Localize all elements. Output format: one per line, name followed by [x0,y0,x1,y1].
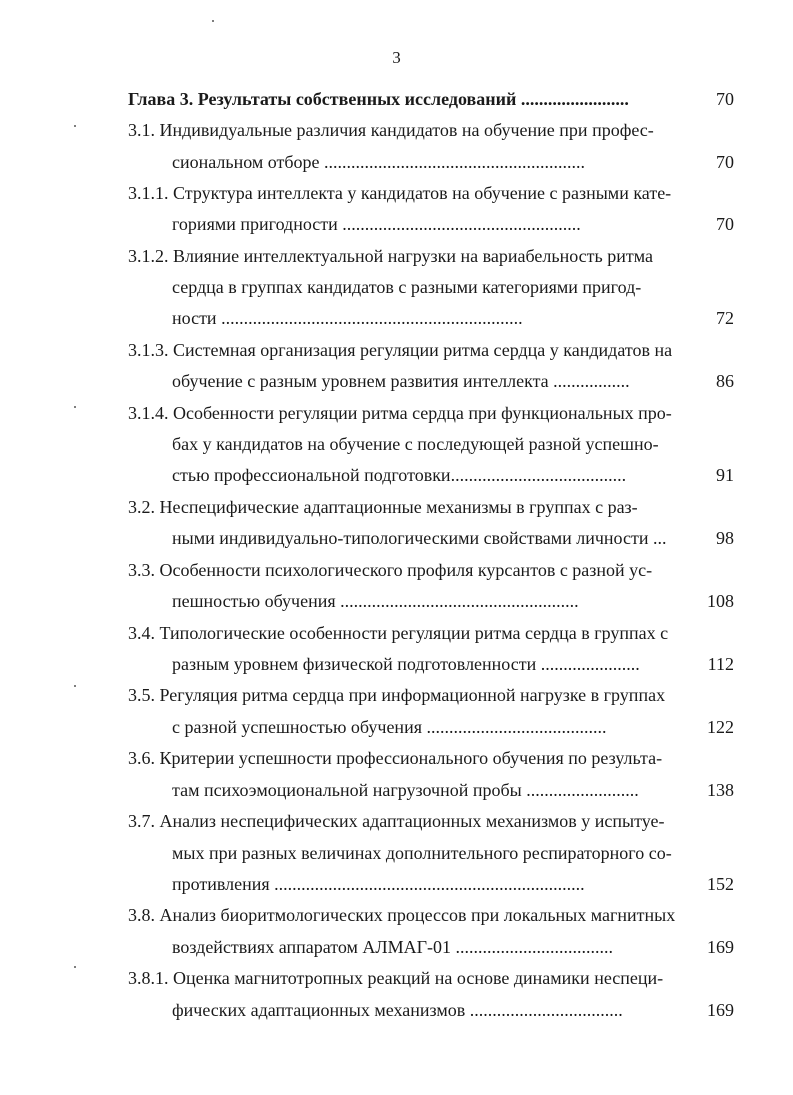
toc-3-1-2-page: 72 [716,308,734,328]
toc-3-1-3-line-1: 3.1.3. Системная организация регуляции ритма сердца у кандидатов на [128,340,673,360]
toc-3-1-3-page: 86 [716,371,734,391]
toc-3-1-4-page: 91 [716,465,734,485]
toc-3-1-2-line-1: 3.1.2. Влияние интеллектуальной нагрузки на вариабельность ритма [128,246,653,266]
page-number: 3 [392,48,401,67]
toc-3-1-page: 70 [716,152,734,172]
toc-3-7-line-2: мых при разных величинах дополнительного респираторного со- [172,843,672,863]
toc-3-6-line-2: там психоэмоциональной нагрузочной пробы ......................... [172,780,639,800]
toc-3-5-line-1: 3.5. Регуляция ритма сердца при информационной нагрузке в группах [128,685,666,705]
toc-3-2-page: 98 [716,528,734,548]
toc-3-8-line-2: воздействиях аппаратом АЛМАГ-01 ................................... [172,937,614,957]
toc-3-8-page: 169 [707,937,734,957]
toc-3-1-1-line-2: гориями пригодности ..................................................... [172,214,581,234]
toc-chapter-3-page: 70 [716,89,734,109]
toc-3-8-1-line-1: 3.8.1. Оценка магнитотропных реакций на основе динамики неспеци- [128,968,664,988]
toc-3-8-line-1: 3.8. Анализ биоритмологических процессов при локальных магнитных [128,905,676,925]
toc-3-1-3-line-2: обучение с разным уровнем развития интеллекта ................. [172,371,630,391]
toc-3-1-2-line-3: ности ................................................................... [172,308,523,328]
toc-3-7-line-3: противления ..................................................................... [172,874,585,894]
toc-3-4-page: 112 [707,654,734,674]
toc-3-8-1-page: 169 [707,1000,734,1020]
scan-speck [212,20,214,22]
toc-3-5-line-2: с разной успешностью обучения ........................................ [172,717,607,737]
scan-speck [74,966,76,968]
toc-3-1-4-line-2: бах у кандидатов на обучение с последующей разной успешно- [172,434,659,454]
toc-3-3-line-1: 3.3. Особенности психологического профиля курсантов с разной ус- [128,560,653,580]
toc-3-2-line-2: ными индивидуально-типологическими свойствами личности ... [172,528,667,548]
toc-3-2-line-1: 3.2. Неспецифические адаптационные механизмы в группах с раз- [128,497,638,517]
toc-3-3-page: 108 [707,591,734,611]
toc-3-8-1-line-2: фических адаптационных механизмов .................................. [172,1000,623,1020]
toc-3-1-1-page: 70 [716,214,734,234]
toc-chapter-3-title: Глава 3. Результаты собственных исследований ........................ [128,89,629,109]
scan-speck [74,125,76,127]
toc-3-4-line-2: разным уровнем физической подготовленности ...................... [172,654,640,674]
toc-3-6-line-1: 3.6. Критерии успешности профессионального обучения по результа- [128,748,663,768]
toc-3-7-page: 152 [707,874,734,894]
scan-speck [74,685,76,687]
toc-3-1-4-line-3: стью профессиональной подготовки....................................... [172,465,627,485]
toc-3-1-2-line-2: сердца в группах кандидатов с разными категориями пригод- [172,277,642,297]
toc-3-1-line-2: сиональном отборе .......................................................... [172,152,586,172]
toc-3-1-line-1: 3.1. Индивидуальные различия кандидатов на обучение при профес- [128,120,654,140]
toc-3-5-page: 122 [707,717,734,737]
toc-3-3-line-2: пешностью обучения ..................................................... [172,591,579,611]
toc-3-7-line-1: 3.7. Анализ неспецифических адаптационных механизмов у испытуе- [128,811,665,831]
toc-3-4-line-1: 3.4. Типологические особенности регуляции ритма сердца в группах с [128,623,669,643]
toc-3-1-4-line-1: 3.1.4. Особенности регуляции ритма сердца при функциональных про- [128,403,672,423]
scan-speck [74,406,76,408]
toc-3-6-page: 138 [707,780,734,800]
toc-3-1-1-line-1: 3.1.1. Структура интеллекта у кандидатов на обучение с разными кате- [128,183,672,203]
